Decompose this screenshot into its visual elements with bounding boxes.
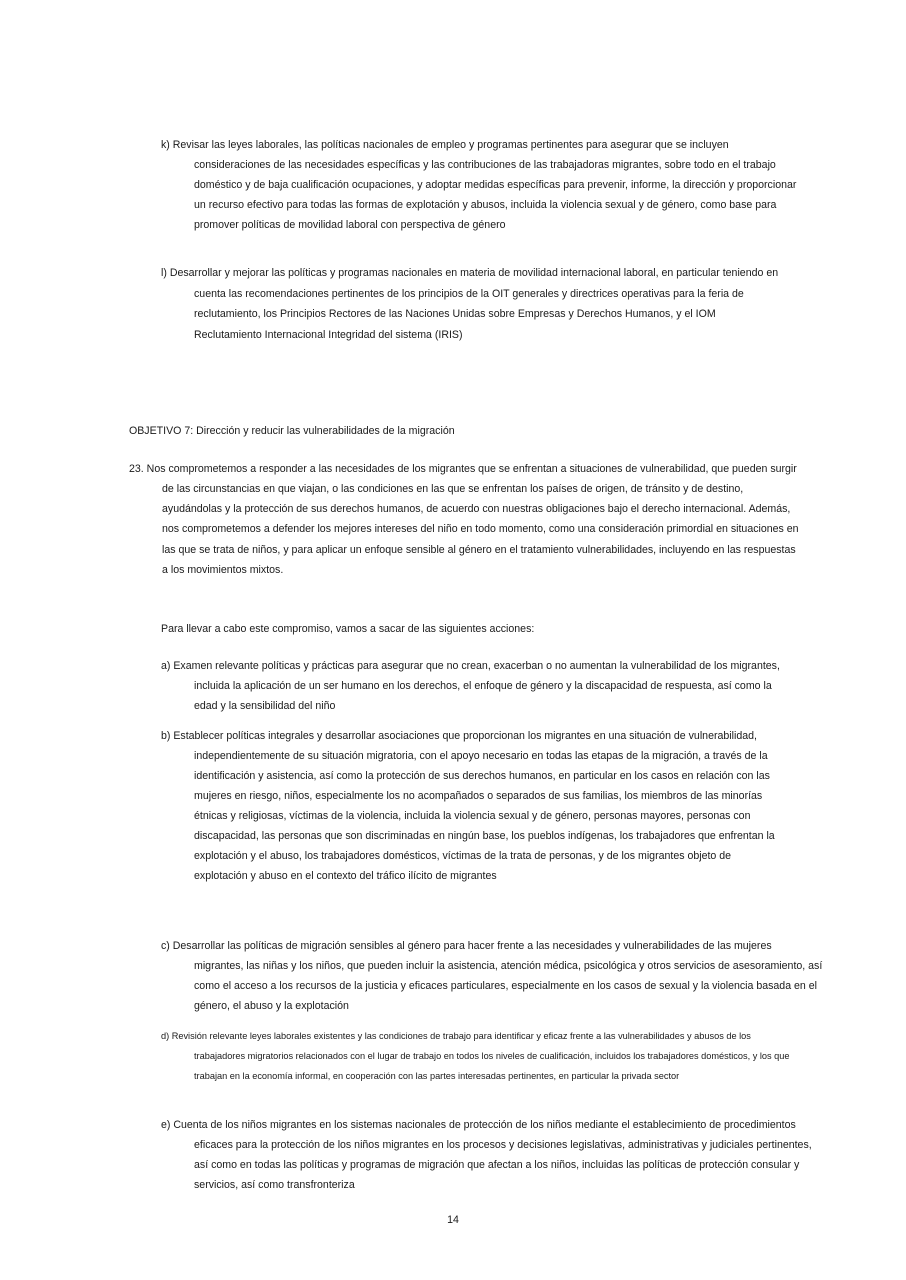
item-b-line: discapacidad, las personas que son discriminadas en ningún base, los pueblos indígenas, los trabajadores que enfrentan la	[194, 830, 775, 842]
item-b-line: b) Establecer políticas integrales y desarrollar asociaciones que proporcionan los migrantes en una situación de vulnerabilidad,	[161, 730, 757, 742]
item-d-line: trabajan en la economía informal, en cooperación con las partes interesadas pertinentes, en particular la privada sector	[194, 1071, 680, 1081]
item-k-line: promover políticas de movilidad laboral con perspectiva de género	[194, 219, 506, 231]
paragraph-23-line: 23. Nos comprometemos a responder a las necesidades de los migrantes que se enfrentan a situaciones de vulnerabilidad, que pueden surgir	[129, 463, 797, 475]
page-number: 14	[447, 1214, 459, 1226]
item-b-line: explotación y abuso en el contexto del tráfico ilícito de migrantes	[194, 870, 497, 882]
item-e-line: así como en todas las políticas y programas de migración que afectan a los niños, incluidas las políticas de protección consular y	[194, 1159, 800, 1171]
item-e-line: e) Cuenta de los niños migrantes en los sistemas nacionales de protección de los niños mediante el establecimiento de procedimientos	[161, 1119, 796, 1131]
item-e-line: eficaces para la protección de los niños migrantes en los procesos y decisiones legislativas, administrativas y judiciales pertinentes,	[194, 1139, 812, 1151]
paragraph-23-line: ayudándolas y la protección de sus derechos humanos, de acuerdo con nuestras obligaciones bajo el derecho internacional. Además,	[162, 503, 791, 515]
item-l-line: l) Desarrollar y mejorar las políticas y programas nacionales en materia de movilidad internacional laboral, en particular teniendo en	[161, 267, 779, 279]
item-c-line: c) Desarrollar las políticas de migración sensibles al género para hacer frente a las necesidades y vulnerabilidades de las mujeres	[161, 940, 772, 952]
item-c-line: género, el abuso y la explotación	[194, 1000, 349, 1012]
actions-intro: Para llevar a cabo este compromiso, vamos a sacar de las siguientes acciones:	[161, 623, 535, 635]
item-c-line: como el acceso a los recursos de la justicia y eficaces particulares, especialmente en los casos de sexual y la violencia basada en el	[194, 980, 818, 992]
item-k-line: k) Revisar las leyes laborales, las políticas nacionales de empleo y programas pertinentes para asegurar que se incluyen	[161, 139, 729, 151]
objective-heading: OBJETIVO 7: Dirección y reducir las vulnerabilidades de la migración	[129, 425, 455, 437]
item-c-line: migrantes, las niñas y los niños, que pueden incluir la asistencia, atención médica, psicológica y otros servicios de asesoramiento, así	[194, 960, 823, 972]
item-b-line: mujeres en riesgo, niños, especialmente los no acompañados o separados de sus familias, los miembros de las minorías	[194, 790, 763, 802]
item-d-line: d) Revisión relevante leyes laborales existentes y las condiciones de trabajo para identificar y eficaz frente a las vulnerabilidades y abusos de los	[161, 1031, 751, 1041]
item-l-line: cuenta las recomendaciones pertinentes de los principios de la OIT generales y directrices operativas para la feria de	[194, 288, 744, 300]
item-k-line: consideraciones de las necesidades específicas y las contribuciones de las trabajadoras migrantes, sobre todo en el trabajo	[194, 159, 776, 171]
paragraph-23-line: las que se trata de niños, y para aplicar un enfoque sensible al género en el tratamiento vulnerabilidades, incluyendo en las respuestas	[162, 544, 796, 556]
item-l-line: reclutamiento, los Principios Rectores de las Naciones Unidas sobre Empresas y Derechos Humanos, y el IOM	[194, 308, 716, 320]
item-d-line: trabajadores migratorios relacionados con el lugar de trabajo en todos los niveles de cualificación, incluidos los trabajadores domésticos, y los que	[194, 1051, 790, 1061]
item-a-line: incluida la aplicación de un ser humano en los derechos, el enfoque de género y la discapacidad de respuesta, así como la	[194, 680, 772, 692]
item-l-line: Reclutamiento Internacional Integridad del sistema (IRIS)	[194, 329, 463, 341]
item-b-line: étnicas y religiosas, víctimas de la violencia, incluida la violencia sexual y de género, personas mayores, personas con	[194, 810, 751, 822]
item-k-line: doméstico y de baja cualificación ocupaciones, y adoptar medidas específicas para prevenir, informe, la dirección y proporcionar	[194, 179, 797, 191]
item-a-line: a) Examen relevante políticas y prácticas para asegurar que no crean, exacerban o no aumentan la vulnerabilidad de los migrantes,	[161, 660, 780, 672]
item-b-line: independientemente de su situación migratoria, con el apoyo necesario en todas las etapas de la migración, a través de la	[194, 750, 768, 762]
paragraph-23-line: a los movimientos mixtos.	[162, 564, 284, 576]
item-k-line: un recurso efectivo para todas las formas de explotación y abusos, incluida la violencia sexual y de género, como base para	[194, 199, 777, 211]
item-b-line: identificación y asistencia, así como la protección de sus derechos humanos, en particular en los casos en relación con las	[194, 770, 770, 782]
paragraph-23-line: nos comprometemos a defender los mejores intereses del niño en todo momento, como una consideración primordial en situaciones en	[162, 523, 799, 535]
paragraph-23-line: de las circunstancias en que viajan, o las condiciones en las que se enfrentan los países de origen, de tránsito y de destino,	[162, 483, 744, 495]
item-e-line: servicios, así como transfronteriza	[194, 1179, 355, 1191]
item-a-line: edad y la sensibilidad del niño	[194, 700, 336, 712]
item-b-line: explotación y el abuso, los trabajadores domésticos, víctimas de la trata de personas, y de los migrantes objeto de	[194, 850, 732, 862]
